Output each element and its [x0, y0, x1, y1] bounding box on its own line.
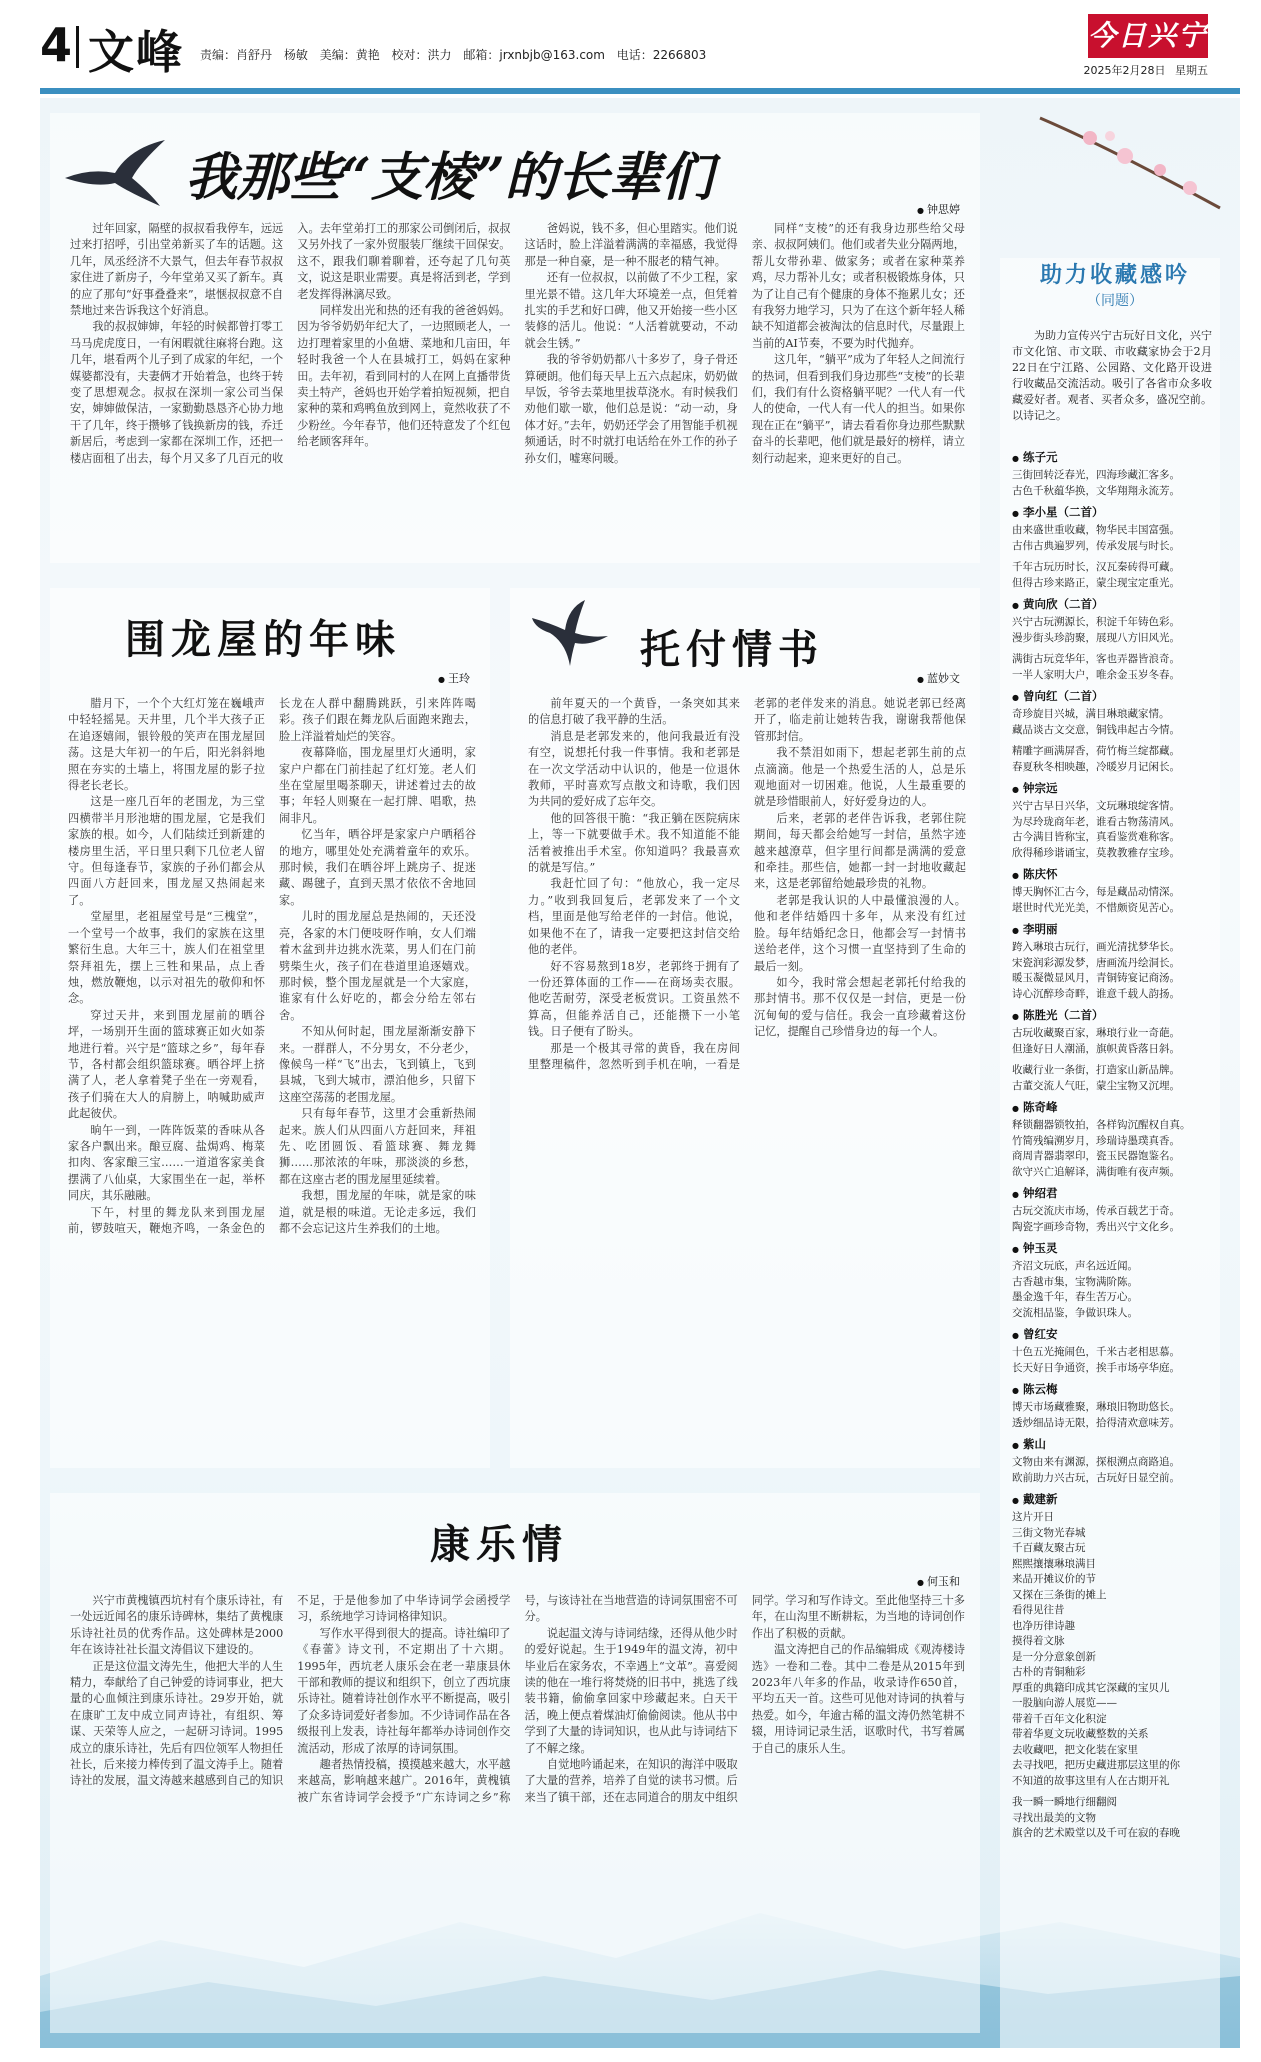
poem-line: 带着华夏文玩收藏整数的关系	[1012, 1728, 1149, 1740]
poem-entry	[1012, 779, 1212, 861]
flower-branch-icon	[1030, 108, 1230, 218]
credit-designer: 美编：黄艳	[319, 48, 380, 62]
poem-line: 千年古玩历时长，汉瓦秦砖得可藏。	[1012, 561, 1180, 573]
article-3-panel	[510, 588, 980, 1468]
paragraph: 儿时的围龙屋总是热闹的，天还没亮，各家的木门便吱呀作响，女人们端着木盆到井边挑水洗菜，男人们在门前劈柴生火，孩子们在巷道里追逐嬉戏。那时候，整个围龙屋就是一个大家庭，谁家有什么好吃的，都会分给左邻右舍。	[279, 910, 476, 1022]
poem-line: 一股脑向游人展览——	[1012, 1697, 1117, 1709]
paragraph: 这是一座几百年的老围龙，为三堂四横带半月形池塘的围龙屋，它是我们家族的根。如今，人们陆续迁到新建的楼房里生活，平日里只剩下几位老人留守。但每逢春节，家族的子孙们都会从四面八方赶回来，围龙屋又热闹起来了。	[68, 795, 265, 907]
page-number: 4	[40, 18, 73, 72]
poem-line: 古玩收藏聚百家，琳琅行业一奇葩。	[1012, 1027, 1180, 1039]
poem-line: 一半人家明大户，唯余金玉岁冬春。	[1012, 668, 1180, 681]
article-2-panel	[50, 588, 490, 1468]
poem-line: 千百藏友聚古玩	[1012, 1542, 1086, 1554]
paragraph: 还有一位叔叔，以前做了不少工程，家里光景不错。这几年大环境差一点，但凭着扎实的手艺和好口碑，他又开始接一些小区装修的活儿。他说：“人活着就要动，不动就会生锈。”	[524, 271, 738, 350]
paragraph: 消息是老郭发来的，他问我最近有没有空，说想托付我一件事情。我和老郭是在一次文学活动中认识的，他是一位退休教师，平时喜欢写点散文和诗歌，我们因为共同的爱好成了忘年交。	[528, 729, 740, 809]
poem-line: 看得见往昔	[1012, 1604, 1065, 1616]
page-separator	[76, 26, 79, 68]
page-body	[40, 98, 1240, 2048]
poem-line: 堪世时代光光美，不惜颇资见苦心。	[1012, 901, 1180, 914]
poem-entry	[1012, 448, 1212, 499]
sidebar-title: 助力收藏感吟	[1039, 263, 1190, 288]
poem-author: ● 李小星（二首）	[1012, 503, 1212, 523]
poem-line: 暖玉凝微显风月，青铜铸宴记商汤。	[1012, 972, 1180, 984]
poem-entry	[1012, 1325, 1212, 1376]
poem-line: 长天好日争通资，挨手市场亭华庭。	[1012, 1361, 1180, 1374]
poem-line: 古色千秋蕴华换，文华翔翔永流芳。	[1012, 484, 1180, 497]
poem-author: ● 钟玉灵	[1012, 1239, 1212, 1259]
poem-line: 但得古珍来路正，蒙尘现宝定重光。	[1012, 576, 1180, 589]
article-3-body	[528, 696, 966, 1456]
poem-line: 博天市场藏雅聚，琳琅旧物助悠长。	[1012, 1401, 1180, 1413]
poem-line: 诗心沉醉珍奇畔，谁意千载人韵扬。	[1012, 987, 1180, 1000]
issue-date	[1078, 62, 1209, 78]
paragraph: 夜幕降临，围龙屋里灯火通明，家家户户都在门前挂起了红灯笼。老人们坐在堂屋里喝茶聊天，讲述着过去的故事；年轻人则聚在一起打牌、唱歌，热闹非凡。	[279, 746, 476, 825]
paragraph: 前年夏天的一个黄昏，一条突如其来的信息打破了我平静的生活。	[528, 697, 740, 727]
swallow-icon	[60, 138, 170, 208]
paragraph: 不知从何时起，围龙屋渐渐安静下来。一群群人，不分男女，不分老少，像候鸟一样“飞”出去，飞到镇上，飞到县城，飞到大城市，漂泊他乡，只留下这座空荡荡的老围龙屋。	[279, 1025, 476, 1104]
poem-author: ● 钟宗远	[1012, 779, 1212, 799]
poem-author: ● 李明丽	[1012, 920, 1212, 940]
date-text: 2025年2月28日	[1083, 64, 1166, 77]
paragraph: 兴宁市黄槐镇西坑村有个康乐诗社，有一处远近闻名的康乐诗碑林，集结了黄槐康乐诗社社员的优秀作品。这处碑林是2000年在该诗社社长温文涛倡议下建设的。	[70, 1594, 284, 1657]
poem-line: 熙熙攘攘琳琅满目	[1012, 1557, 1096, 1570]
poem-line: 带着千百年文化积淀	[1012, 1712, 1107, 1725]
paragraph: 穿过天井，来到围龙屋前的晒谷坪，一场别开生面的篮球赛正如火如荼地进行着。兴宁是“篮球之乡”，每年春节，各村都会组织篮球赛。晒谷坪上挤满了人，老人拿着凳子坐在一旁观看，孩子们骑在大人的肩膀上，呐喊助威声此起彼伏。	[68, 1008, 265, 1121]
paragraph: 我的爷爷奶奶都八十多岁了，身子骨还算硬朗。他们每天早上五六点起床，奶奶做早饭，爷爷去菜地里拔草浇水。有时候我们劝他们歇一歇，他们总是说：“动一动，身体才好。”去年，奶奶还学会了用智能手机视频通话，时不时就打电话给在外工作的孙子孙女们，嘘寒问暖。	[524, 353, 738, 465]
paragraph: 我想，围龙屋的年味，就是家的味道，就是根的味道。无论走多远，我们都不会忘记这片生养我们的土地。	[279, 1189, 476, 1235]
paragraph: 堂屋里，老祖屋堂号是“三槐堂”，一个堂号一个故事，我们的家族在这里繁衍生息。大年三十，族人们在祖堂里祭拜祖先，摆上三牲和果品，点上香烛，燃放鞭炮，以示对祖先的敬仰和怀念。	[68, 910, 265, 1006]
poem-entry	[1012, 503, 1212, 591]
paragraph: 同样“支棱”的还有我身边那些给父母亲、叔叔阿姨们。他们或者失业分隔两地，帮儿女带孙辈、做家务；或者在家种菜养鸡，尽力帮补儿女；或者积极锻炼身体，只为了让自己有个健康的身体不拖累儿女；还有我努力地学习，只为了在这个新年轻人稀缺不知道都会被淘汰的信息时代，尽量跟上当前的AI节奏，不要为时代抛弃。	[751, 222, 965, 350]
poem-line: 十色五光掩闹色，千米古老相思慕。	[1012, 1346, 1180, 1358]
poem-entry	[1012, 1006, 1212, 1094]
poem-line: 墨金逸千年，春生苦万心。	[1012, 1291, 1138, 1303]
poem-line: 不知道的故事这里有人在古期开礼	[1012, 1774, 1170, 1787]
poem-line: 宋瓷润彩源发梦，唐画流丹绘洞长。	[1012, 956, 1180, 969]
poem-line: 兴宁古玩溯源长，积淀千年铸色彩。	[1012, 616, 1180, 628]
swallow-icon	[530, 598, 610, 668]
paragraph: 后来，老郭的老伴告诉我，老郭住院期间，每天都会给她写一封信，虽然字迹越来越潦草，但字里行间都是满满的爱意和牵挂。那些信，她都一封一封地收藏起来，这是老郭留给她最珍贵的礼物。	[754, 811, 966, 891]
poem-line: 漫步街头珍韵聚，展现八方旧风光。	[1012, 631, 1180, 644]
poem-line: 满街古玩竞华年，客也弄器皆浪奇。	[1012, 653, 1180, 665]
paragraph: 这几年，“躺平”成为了年轻人之间流行的热词，但看到我们身边那些“支棱”的长辈们，我们有什么资格躺平呢？一代人有一代人的使命，一代人有一代人的担当。如果你现在正在“躺平”，请去看看你身边那些默默奋斗的长辈吧，他们就是最好的榜样，请立刻行动起来，迎来更好的自己。	[751, 353, 965, 465]
poem-line: 博天胸怀汇古今，每是藏品动情深。	[1012, 886, 1180, 898]
poem-line: 去收藏吧，把文化装在家里	[1012, 1743, 1138, 1756]
article-4-byline: ● 何玉和	[917, 1573, 960, 1589]
poem-line: 精雕字画满屏香，荷竹梅兰绽都藏。	[1012, 745, 1180, 757]
article-1-byline: ● 钟思婷	[917, 201, 960, 217]
poem-entry	[1012, 1239, 1212, 1321]
poem-line: 古今满目皆称宝，真看鉴赏难称客。	[1012, 831, 1180, 843]
poem-line: 春夏秋冬相映趣，冷暖岁月记闲长。	[1012, 760, 1180, 773]
poem-entry	[1012, 1380, 1212, 1431]
poem-entry	[1012, 595, 1212, 683]
paragraph: 我的叔叔婶婶，年轻的时候都曾打零工马马虎虎度日，一有闲暇就往麻将台跑。这几年，堪看两个儿子到了成家的年纪，一个媒婆都没有，夫妻俩才开始着急，也终于转变了思想观念。叔叔在深圳一家公司当保安，婶婶做保洁，一家勤勤恳恳齐心协力地干了几年，终于攒够了钱换新房的钱，乔迁新居后，考虑到一家都在深圳工作，还把一楼店面租了出去，每个月又多了几百元的收入。去年堂弟打工的那家公司倒闭后，叔叔又另外找了一家外贸服装厂继续干回保安。这不，跟我们聊着聊着，还夸起了几句英文，说这是职业需要。真是将活到老，学到老发挥得淋漓尽致。	[70, 222, 511, 465]
paragraph: 只有每年春节，这里才会重新热闹起来。族人们从四面八方赶回来，拜祖先、吃团圆饭、看篮球赛、舞龙舞狮……那浓浓的年味，那淡淡的乡愁，都在这座古老的围龙屋里延续着。	[279, 1107, 476, 1186]
poem-line: 来品开摊议价的节	[1012, 1573, 1096, 1585]
header-rule	[40, 88, 1240, 94]
poem-author: ● 曾向红（二首）	[1012, 687, 1212, 707]
paragraph: 忆当年，晒谷坪是家家户户晒稻谷的地方，哪里处处充满着童年的欢乐。那时候，我们在晒谷坪上跳房子、捉迷藏、踢毽子，直到天黑才依依不舍地回家。	[279, 828, 476, 907]
poem-line: 跨入琳琅古玩行，画光清扰梦华长。	[1012, 941, 1180, 953]
poem-entry	[1012, 687, 1212, 775]
article-1-title: 我那些“支棱”的长辈们	[185, 147, 713, 208]
article-2-byline: ● 王玲	[438, 670, 470, 686]
paragraph: 老郭是我认识的人中最懂浪漫的人。他和老伴结婚四十多年，从来没有红过脸。每年结婚纪念日，他都会写一封情书送给老伴，这个习惯一直坚持到了生命的最后一刻。	[754, 893, 966, 973]
poem-line: 寻找出最美的文物	[1012, 1811, 1096, 1824]
paragraph: 我不禁泪如雨下，想起老郭生前的点点滴滴。他是一个热爱生活的人，总是乐观地面对一切困难。他说，人生最重要的就是珍惜眼前人，好好爱身边的人。	[754, 746, 966, 809]
poem-line: 我一瞬一瞬地行细翻阅	[1012, 1796, 1117, 1808]
poem-author: ● 陈庆怀	[1012, 865, 1212, 885]
poem-author: ● 紫山	[1012, 1435, 1212, 1455]
poem-entry	[1012, 1098, 1212, 1180]
paragraph: 他的回答很干脆：“我正躺在医院病床上，等一下就要做手术。我不知道能不能活着被推出手术室。你知道吗？我最喜欢的就是写信。”	[528, 811, 740, 875]
article-3-title: 托付情书	[640, 626, 824, 673]
poem-line: 竹简残编溯岁月，珍瑞诗墨璞真香。	[1012, 1134, 1180, 1147]
paragraph: 自觉地吟诵起来，在知识的海洋中吸取了大量的营养，培养了自觉的读书习惯。后来当了镇干部，还在志同道合的朋友中组织同学。学习和写作诗文。至此他坚持三十多年，在山沟里不断耕耘，为当地的诗词创作作出了积极的贡献。	[524, 1594, 965, 1804]
article-3-byline: ● 蓝妙文	[917, 670, 960, 686]
article-1-body	[70, 221, 965, 551]
poem-line: 释锁翻器锁牧拍，各样钩沉醒权自真。	[1012, 1119, 1191, 1131]
paragraph: 说起温文涛与诗词结缘，还得从他少时的爱好说起。生于1949年的温文涛，初中毕业后在家务农，不幸遇上“文革”。喜爱阅读的他在一堆行将焚烧的旧书中，挑选了线装书籍，偷偷拿回家中珍藏起来。白天干活，晚上便点着煤油灯偷偷阅读。他从书中学到了大量的诗词知识，也从此与诗词结下了不解之缘。	[524, 1626, 738, 1755]
poem-line: 去寻找吧，把历史藏进那层这里的你	[1012, 1759, 1180, 1771]
paragraph: 腊月下，一个个大红灯笼在巍峨声中轻轻摇晃。天井里，几个半大孩子正在追逐嬉闹，银铃般的笑声在围龙屋回荡。这是大年初一的午后，阳光斜斜地照在夯实的土墙上，将围龙屋的影子拉得老长老长。	[68, 697, 265, 793]
poem-line: 这片开日	[1012, 1511, 1054, 1523]
sidebar-subtitle: （同题）	[1087, 293, 1143, 309]
paragraph: 好不容易熬到18岁，老郭终于拥有了一份还算体面的工作——在商场卖衣服。他吃苦耐劳，深受老板赏识。工资虽然不算高，但能养活自己，还能攒下一小笔钱。日子便有了盼头。	[528, 959, 740, 1039]
poem-line: 古伟古典遍罗列，传承发展与时长。	[1012, 539, 1180, 552]
poem-list	[1012, 448, 1212, 1846]
sidebar-intro: 为助力宣传兴宁古玩好日文化，兴宁市文化馆、市文联、市收藏家协会于2月22日在宁江路、公园路、文化路开设进行收藏品交流活动。吸引了各省市众多收藏爱好者。观者、买者众多，盛况空前。以诗记之。	[1012, 329, 1212, 422]
poem-line: 藏品谈古文交意，铜钱串起古今情。	[1012, 723, 1180, 736]
poem-line: 奇珍旋目兴城，满目琳琅藏家情。	[1012, 708, 1170, 720]
poem-line: 欲守兴亡追解译，满街唯有夜声频。	[1012, 1165, 1180, 1178]
credit-editor-2: 杨敏	[283, 48, 308, 62]
poem-line: 欣得稀珍谐诵宝，莫教教雅存宝珍。	[1012, 846, 1180, 859]
poem-line: 三街文物光春城	[1012, 1526, 1086, 1539]
poem-line: 由来盛世重收藏，物华民丰国富强。	[1012, 524, 1180, 536]
poem-line: 交流相品鉴，争做识珠人。	[1012, 1306, 1138, 1319]
poem-entry	[1012, 1184, 1212, 1235]
poem-line: 古董交流人气旺，蒙尘宝物又沉埋。	[1012, 1079, 1180, 1092]
poem-line: 商周青器翡翠印，瓷玉民器饱鉴名。	[1012, 1150, 1180, 1162]
poem-entry	[1012, 865, 1212, 916]
article-4-panel	[50, 1493, 980, 2033]
poem-line: 收藏行业一条街，打造家山新品牌。	[1012, 1064, 1180, 1076]
paragraph: 过年回家，隔壁的叔叔看我停车，远远过来打招呼，引出堂弟新买了车的话题。这几年，凤丞经济不大景气，但去年春节叔叔家住进了新房子，今年堂弟又买了新车。真的应了那句“好事叠叠来”，堪惬叔叔意不自禁地过来告诉我这个好消息。	[70, 222, 284, 318]
credit-email: 邮箱：jrxnbjb@163.com	[463, 48, 605, 62]
poem-entry	[1012, 920, 1212, 1002]
article-4-title: 康乐情	[430, 1521, 568, 1568]
paragraph: 下午，村里的舞龙队来到围龙屋前，锣鼓喧天，鞭炮齐鸣，一条金色的长龙在人群中翻腾跳跃，引来阵阵喝彩。孩子们跟在舞龙队后面跑来跑去，脸上洋溢着灿烂的笑容。	[68, 697, 476, 1235]
poem-line: 厚重的典籍印成其它深藏的宝贝儿	[1012, 1681, 1170, 1694]
poem-author: ● 陈云梅	[1012, 1380, 1212, 1400]
poem-line: 文物由来有渊源，探根溯点商路追。	[1012, 1456, 1180, 1468]
poem-author: ● 练子元	[1012, 448, 1212, 468]
poem-entry	[1012, 1490, 1212, 1842]
newspaper-logo: 今日兴宁	[1088, 14, 1208, 58]
poem-line: 摸得着文脉	[1012, 1635, 1065, 1647]
poem-line: 为尽玲珑商年老，谁看古物荡清风。	[1012, 815, 1180, 828]
weekday-text: 星期五	[1175, 64, 1208, 77]
paragraph: 我赶忙回了句：“他放心，我一定尽力。”收到我回复后，老郭发来了一个文档，里面是他写给老伴的一封信。他说，如果他不在了，请我一定要把这封信交给他的老伴。	[528, 877, 740, 957]
article-2-body	[68, 696, 476, 1456]
poem-line: 兴宁古早日兴华，文玩琳琅绽客情。	[1012, 800, 1180, 812]
poem-line: 古玩交流庆市场，传承百载艺于奇。	[1012, 1205, 1180, 1217]
section-name: 文峰	[88, 25, 184, 79]
editor-credits	[200, 46, 714, 63]
paragraph: 写作水平得到很大的提高。诗社编印了《春蕾》诗文刊，不定期出了十六期。1995年，西坑老人康乐会在老一辈康县休干部和教师的提议和组织下，创立了西坑康乐诗社。随着诗社创作水平不断提高，吸引了众多诗词爱好者参加。不少诗词作品在各级报刊上发表，诗社每年都举办诗词创作交流活动，形成了浓厚的诗词氛围。	[297, 1626, 511, 1755]
poem-line: 是一分分意象创新	[1012, 1650, 1096, 1663]
poem-author: ● 钟绍君	[1012, 1184, 1212, 1204]
paragraph: 正是这位温文涛先生，他把大半的人生精力，奉献给了自己钟爱的诗词事业，把大量的心血倾注到康乐诗社。29岁开始，就在康旷工友中成立同声诗社，有组织、筹谋、天荣等人应之，一起研习诗词。1995成立的康乐诗社，先后有四位领军人物担任社长，后来接力棒传到了温文涛手上。随着诗社的发展，温文涛越来越感到自己的知识不足，于是他参加了中华诗词学会函授学习，系统地学习诗词格律知识。	[70, 1594, 511, 1788]
credit-proofreader: 校对：洪力	[391, 48, 452, 62]
poem-entry	[1012, 1435, 1212, 1486]
article-2-title: 围龙屋的年味	[125, 616, 401, 663]
poem-author: ● 陈胜光（二首）	[1012, 1006, 1212, 1026]
poem-line: 又探在三条街的摊上	[1012, 1588, 1107, 1601]
credit-phone: 电话：2266803	[616, 48, 707, 62]
paragraph: 晌午一到，一阵阵饭菜的香味从各家各户飘出来。酿豆腐、盐焗鸡、梅菜扣肉、客家酿三宝……一道道客家美食摆满了八仙桌，大家围坐在一起，举杯同庆，其乐融融。	[68, 1123, 265, 1203]
credit-editor: 责编：肖舒丹	[200, 48, 273, 62]
poem-line: 齐沼文玩底，声名远近闻。	[1012, 1260, 1138, 1272]
article-1-panel	[50, 113, 980, 563]
paragraph: 如今，我时常会想起老郭托付给我的那封情书。那不仅仅是一封信，更是一份沉甸甸的爱与信任。我会一直珍藏着这份记忆，提醒自己珍惜身边的每一个人。	[754, 975, 966, 1039]
poem-line: 陶瓷字画珍奇物，秀出兴宁文化乡。	[1012, 1220, 1180, 1233]
paragraph: 那是一个极其寻常的黄昏，我在房间里整理稿件，忽然听到手机在响，一看是老郭的老伴发来的消息。她说老郭已经离开了，临走前让她转告我，谢谢我帮他保管那封信。	[528, 697, 966, 1071]
poem-line: 但逢好日人潮涌，旗帜黄昏落日斜。	[1012, 1042, 1180, 1055]
paragraph: 爸妈说，钱不多，但心里踏实。他们说这话时，脸上洋溢着满满的幸福感，我觉得那是一种自豪，是一种不服老的精气神。	[524, 222, 738, 268]
paragraph: 同样发出光和热的还有我的爸爸妈妈。因为爷爷奶奶年纪大了，一边照顾老人，一边打理着家里的小鱼塘、菜地和几亩田，年轻时我爸一个人在县城打工，妈妈在家种田。去年初，看到同村的人在网上直播带货卖土特产，爸妈也开始学着拍短视频，把自家种的菜和鸡鸭鱼放到网上，竟然收获了不少粉丝。今年春节，他们还特意发了个红包给老顾客拜年。	[297, 304, 511, 449]
poem-line: 也净历律诗趣	[1012, 1619, 1075, 1632]
poem-author: ● 黄向欣（二首）	[1012, 595, 1212, 615]
article-4-body	[70, 1593, 965, 2018]
paragraph: 趣者热情投稿，摸摸越来越大，水平越来越高，影响越来越广。2016年，黄槐镇被广东省诗词学会授予“广东诗词之乡”称号，与该诗社在当地营造的诗词氛围密不可分。	[297, 1594, 738, 1804]
poem-line: 旗舍的艺术殿堂以及千可在寂的春晚	[1012, 1827, 1180, 1839]
poem-line: 古香越市集，宝物满阶陈。	[1012, 1275, 1138, 1288]
poem-author: ● 陈奇峰	[1012, 1098, 1212, 1118]
masthead	[40, 10, 1240, 110]
poem-line: 欧前助力兴古玩，古玩好日显空前。	[1012, 1471, 1180, 1484]
paragraph: 温文涛把自己的作品编辑成《观涛楼诗选》一卷和二卷。其中二卷是从2015年到2023年八年多的作品，收录诗作650首，平均五天一首。这些可见他对诗词的执着与热爱。如今，年逾古稀的温文涛仍然笔耕不辍，用诗词记录生活，讴歌时代，书写着属于自己的康乐人生。	[751, 1643, 965, 1755]
poem-line: 三街回转泛春光，四海珍藏汇客多。	[1012, 469, 1180, 481]
poem-line: 古朴的青铜釉彩	[1012, 1666, 1086, 1678]
poem-line: 透炒细品诗无限，拾得清欢意味芳。	[1012, 1416, 1180, 1429]
sidebar-panel	[1000, 258, 1220, 2048]
poem-author: ● 戴建新	[1012, 1490, 1212, 1510]
poem-author: ● 曾红安	[1012, 1325, 1212, 1345]
